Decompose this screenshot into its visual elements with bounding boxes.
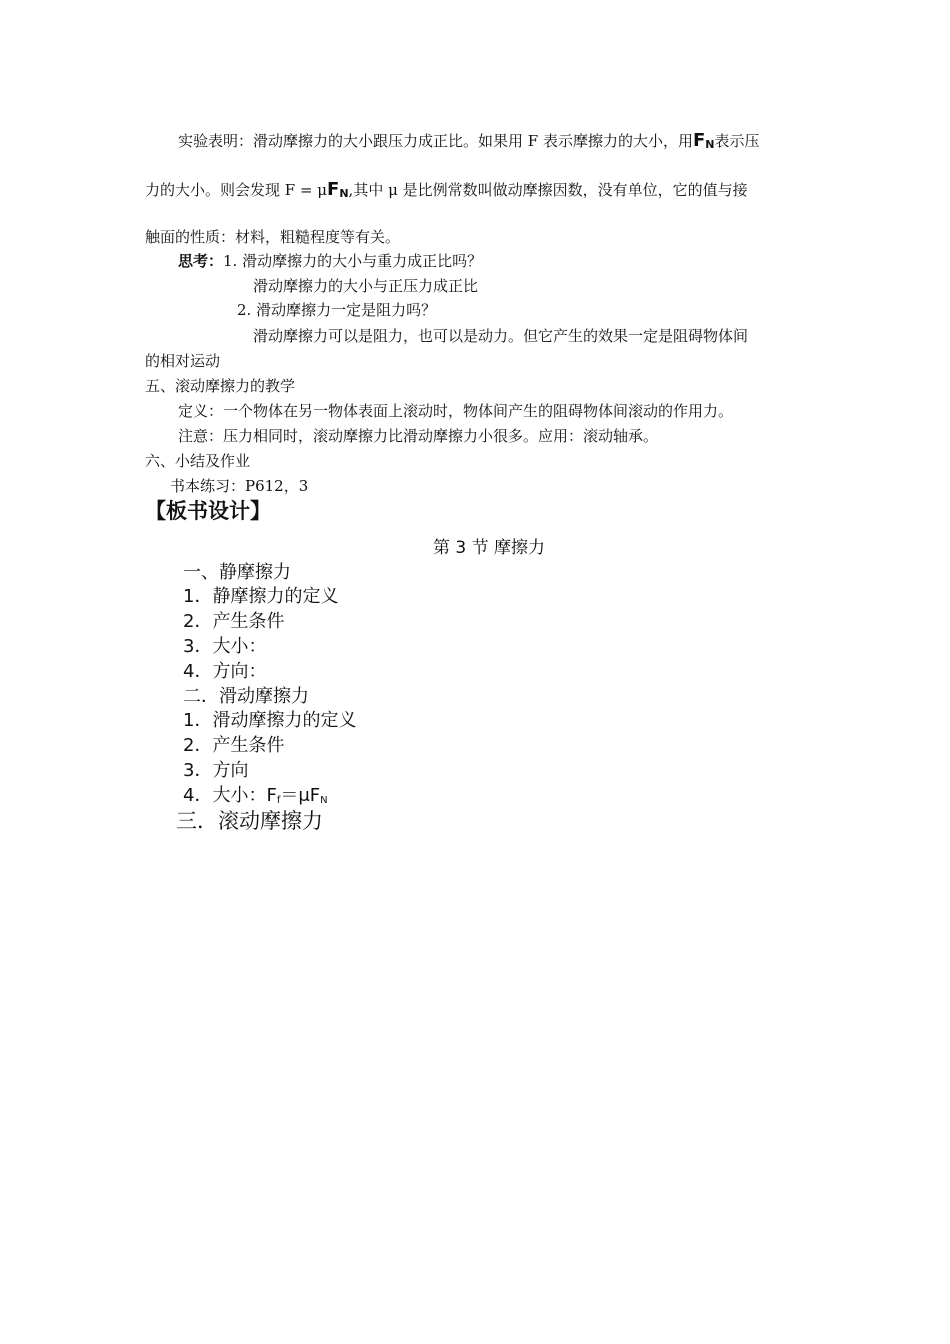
board-s1-item: 2．产生条件 <box>183 611 285 632</box>
board-s1-title: 一、静摩擦力 <box>183 562 291 583</box>
think-a2-line2: 的相对运动 <box>145 352 221 370</box>
board-s2-item: 2．产生条件 <box>183 735 285 756</box>
section5-definition: 定义：一个物体在另一物体表面上滚动时，物体间产生的阻碍物体间滚动的作用力。 <box>178 402 734 420</box>
formula-prefix: 4．大小： <box>183 785 267 806</box>
board-s2-title: 二．滑动摩擦力 <box>183 686 309 707</box>
section6-title: 六、小结及作业 <box>145 452 251 470</box>
think-q1 <box>178 251 482 271</box>
paragraph-line-2 <box>145 180 748 204</box>
section6-homework: 书本练习：P612，3 <box>170 477 309 495</box>
think-a1: 滑动摩擦力的大小与正压力成正比 <box>253 277 479 295</box>
think-question: 1. 滑动摩擦力的大小与重力成正比吗？ <box>223 252 483 270</box>
board-s3-title: 三．滚动摩擦力 <box>176 809 323 833</box>
board-heading: 【板书设计】 <box>145 499 271 523</box>
paragraph-text: 实验表明：滑动摩擦力的大小跟压力成正比。如果用 F 表示摩擦力的大小，用 <box>178 132 693 150</box>
think-a2-line1: 滑动摩擦力可以是阻力，也可以是动力。但它产生的效果一定是阻碍物体间 <box>253 327 749 345</box>
board-title: 第 3 节 摩擦力 <box>433 538 546 558</box>
section5-note: 注意：压力相同时，滚动摩擦力比滑动摩擦力小很多。应用：滚动轴承。 <box>178 427 659 445</box>
paragraph-text: ,其中 μ 是比例常数叫做动摩擦因数，没有单位，它的值与接 <box>348 181 748 199</box>
board-s1-item: 3．大小： <box>183 636 267 657</box>
board-s2-item: 1．滑动摩擦力的定义 <box>183 710 357 731</box>
board-s1-item: 4．方向： <box>183 661 267 682</box>
paragraph-line-1 <box>178 131 759 155</box>
paragraph-line-3: 触面的性质：材料，粗糙程度等有关。 <box>145 228 401 246</box>
think-label: 思考： <box>178 252 224 270</box>
section5-title: 五、滚动摩擦力的教学 <box>145 377 296 395</box>
board-s1-item: 1．静摩擦力的定义 <box>183 586 339 607</box>
fn-symbol: $F_N$ <box>327 179 349 200</box>
paragraph-text: 表示压 <box>714 132 760 150</box>
fn-symbol: $F_N$ <box>692 130 715 151</box>
board-s2-item: 3．方向 <box>183 760 249 781</box>
formula: $F_f=\mu F_N$ <box>266 785 328 806</box>
think-q2: 2. 滑动摩擦力一定是阻力吗？ <box>237 301 437 319</box>
paragraph-text: 力的大小。则会发现 F = μ <box>145 181 328 199</box>
